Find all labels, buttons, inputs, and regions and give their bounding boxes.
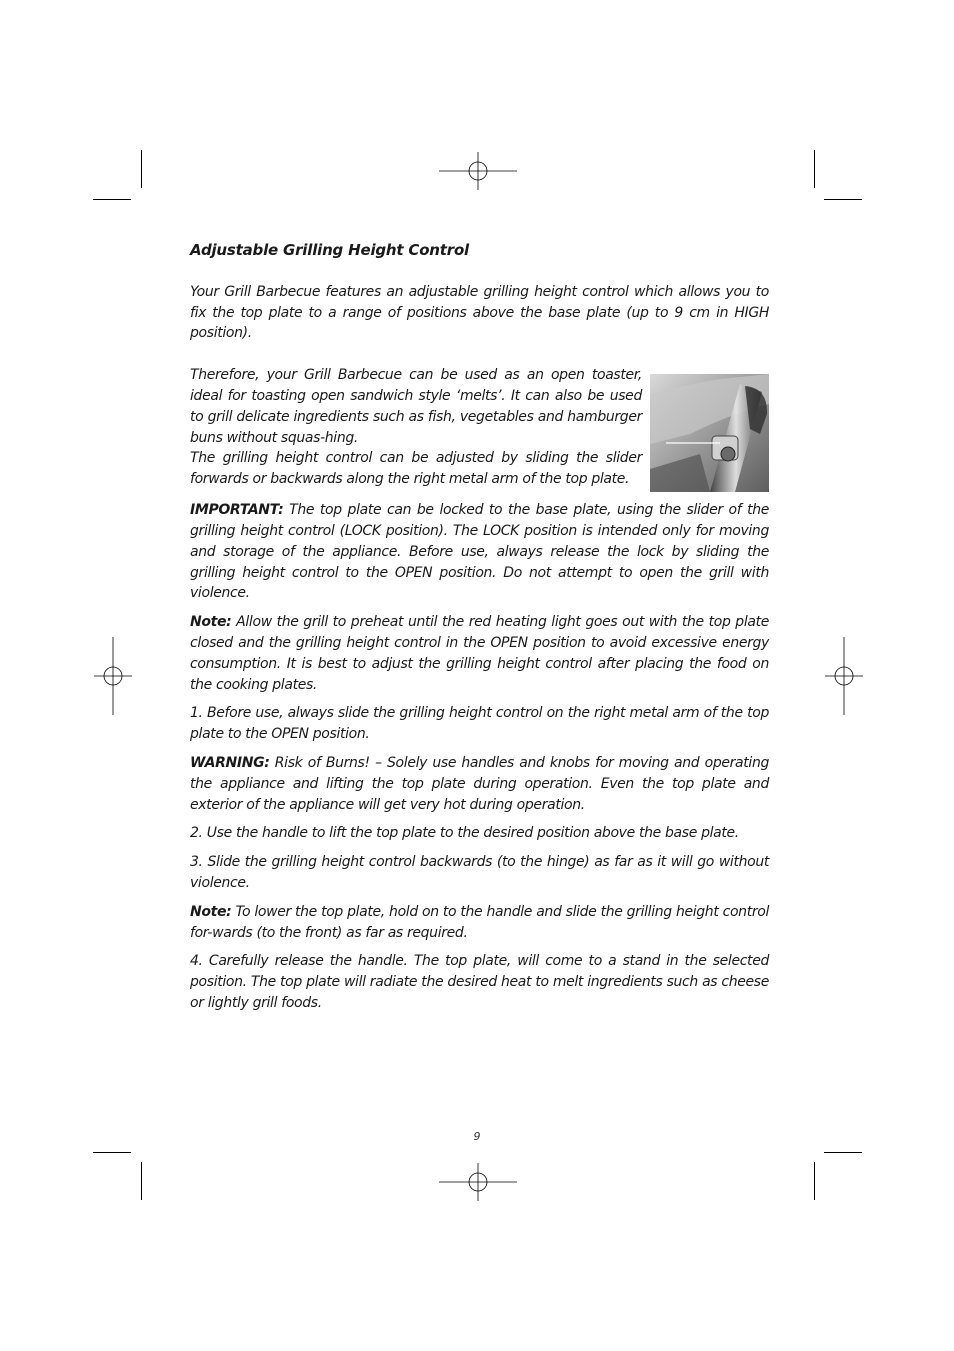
crop-mark-bottom-right-vertical — [814, 1162, 815, 1200]
slider-paragraph: The grilling height control can be adjusted by sliding the slider forwards or backwards along the right metal arm of the top plate. — [190, 450, 642, 488]
registration-mark-top — [439, 132, 517, 210]
crop-mark-bottom-left-vertical — [141, 1162, 142, 1200]
step-1: 1. Before use, always slide the grilling height control on the right metal arm of the top plate to the OPEN position. — [190, 705, 769, 743]
important-paragraph — [190, 500, 769, 604]
note-text-1: Allow the grill to preheat until the red heating light goes out with the top plate closed and the grilling height control in the OPEN position to avoid excessive energy consumption. It is best to adjust the grilling height control after placing the food on the cooking plates. — [190, 614, 769, 693]
important-label: IMPORTANT: — [190, 502, 284, 519]
warning-paragraph — [190, 753, 769, 815]
section-heading: Adjustable Grilling Height Control — [190, 241, 469, 259]
crop-mark-top-right-vertical — [814, 150, 815, 188]
step-4: 4. Carefully release the handle. The top plate, will come to a stand in the selected position. The top plate will radiate the desired heat to melt ingredients such as cheese or lightly grill foods. — [190, 953, 769, 1011]
registration-mark-left — [74, 637, 152, 715]
note-paragraph-1 — [190, 612, 769, 695]
crop-mark-top-left-vertical — [141, 150, 142, 188]
grill-height-control-photo — [650, 374, 769, 492]
note-paragraph-2 — [190, 902, 769, 944]
note-text-2: To lower the top plate, hold on to the handle and slide the grilling height control for-wards (to the front) as far as required. — [190, 903, 769, 941]
crop-mark-top-right-horizontal — [824, 199, 862, 200]
step-2: 2. Use the handle to lift the top plate to the desired position above the base plate. — [190, 825, 739, 842]
warning-text: Risk of Burns! – Solely use handles and knobs for moving and operating the appliance and lifting the top plate during operation. Even the top plate and exterior of the appliance will get very hot during operation. — [190, 754, 769, 813]
page-content — [190, 240, 769, 1022]
figure-block — [190, 365, 769, 492]
registration-mark-right — [805, 637, 883, 715]
note-label-2: Note: — [190, 903, 232, 920]
intro-paragraph: Your Grill Barbecue features an adjustable grilling height control which allows you to fix the top plate to a range of positions above the base plate (up to 9 cm in HIGH position). — [190, 283, 769, 342]
warning-label: WARNING: — [190, 754, 270, 771]
page-number: 9 — [473, 1130, 481, 1143]
toaster-paragraph: Therefore, your Grill Barbecue can be used as an open toaster, ideal for toasting open sandwich style ‘melts’. It can also be used to grill delicate ingredients such as fish, vegetables and hamburger buns without squas-hing. — [190, 367, 642, 446]
important-text: The top plate can be locked to the base plate, using the slider of the grilling height control (LOCK position). The LOCK position is intended only for moving and storage of the appliance. Before use, always release the lock by sliding the grilling height control to the OPEN position. Do not attempt to open the grill with violence. — [190, 502, 769, 602]
step-3: 3. Slide the grilling height control backwards (to the hinge) as far as it will go without violence. — [190, 854, 769, 891]
crop-mark-top-left-horizontal — [93, 199, 131, 200]
note-label-1: Note: — [190, 614, 232, 631]
crop-mark-bottom-left-horizontal — [93, 1152, 131, 1153]
registration-mark-bottom — [439, 1143, 517, 1221]
crop-mark-bottom-right-horizontal — [824, 1152, 862, 1153]
